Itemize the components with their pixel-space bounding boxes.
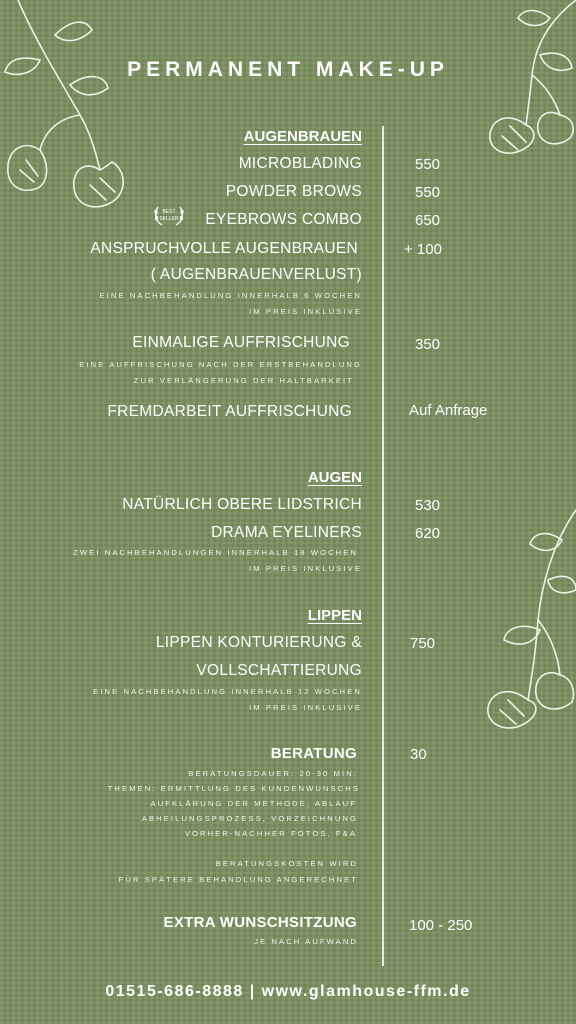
best-seller-laurel-badge-icon [152,203,186,227]
section-heading-augen: AUGEN [307,469,362,486]
item-vollschattierung: VOLLSCHATTIERUNG [196,662,362,679]
note-lippen-1: EINE NACHBEHANDLUNG INNERHALB 12 WOCHEN [93,687,362,696]
vertical-divider [382,126,384,966]
note-anspruch-1: EINE NACHBEHANDLUNG INNERHALB 6 WOCHEN [99,291,362,300]
section-heading-lippen: LIPPEN [307,607,362,624]
note-beratung-3: ABHEILUNGSPROZESS, VORZEICHNUNG [141,814,358,823]
note-auffrischung-1: EINE AUFFRISCHUNG NACH DER ERSTBEHANDLUNG [79,360,362,369]
price-powder-brows: 550 [415,184,441,201]
note-beratung-5: BERATUNGSKOSTEN WIRD [215,859,358,868]
price-lippen-konturierung: 750 [410,635,436,652]
item-powder-brows: POWDER BROWS [225,183,362,200]
note-beratung-1: THEMEN: ERMITTLUNG DES KUNDENWUNSCHS [107,784,360,793]
item-lidstrich: NATÜRLICH OBERE LIDSTRICH [122,496,362,513]
note-beratung-0: BERATUNGSDAUER: 20-30 MIN. [188,769,358,778]
item-microblading: MICROBLADING [238,155,362,172]
contact-footer[interactable]: 01515-686-8888 | www.glamhouse-ffm.de [105,983,471,1000]
section-heading-extra: EXTRA WUNSCHSITZUNG [163,914,357,931]
price-extra: 100 - 250 [409,917,473,934]
item-einmalige-auffrischung: EINMALIGE AUFFRISCHUNG [132,334,350,351]
price-eyebrows-combo: 650 [415,212,441,229]
item-lippen-konturierung: LIPPEN KONTURIERUNG & [155,634,362,651]
note-lippen-2: IM PREIS INKLUSIVE [249,703,362,712]
section-heading-beratung: BERATUNG [270,745,357,762]
note-beratung-2: AUFKLÄRUNG DER METHODE, ABLAUF [150,799,357,808]
item-drama-eyeliners: DRAMA EYELINERS [211,524,362,541]
price-lidstrich: 530 [415,497,441,514]
item-eyebrows-combo: EYEBROWS COMBO [205,211,362,228]
note-anspruch-2: IM PREIS INKLUSIVE [249,307,362,316]
badge-text-top: BEST [162,209,176,215]
botanical-flower-icon [450,510,576,740]
note-beratung-6: FÜR SPÄTERE BEHANDLUNG ANGERECHNET [118,875,358,884]
note-extra: JE NACH AUFWAND [254,937,358,946]
item-augenbrauenverlust: ( AUGENBRAUENVERLUST) [150,266,362,283]
price-drama-eyeliners: 620 [415,525,441,542]
note-beratung-4: VORHER-NACHHER FOTOS, F&A [184,829,357,838]
price-fremdarbeit: Auf Anfrage [409,402,488,419]
badge-text-bottom: SELLER [159,216,179,222]
price-microblading: 550 [415,156,441,173]
botanical-flower-icon [0,0,150,220]
section-heading-augenbrauen: AUGENBRAUEN [243,128,362,145]
note-auffrischung-2: ZUR VERLÄNGERUNG DER HALTBARKEIT [133,376,354,385]
note-drama-1: ZWEI NACHBEHANDLUNGEN INNERHALB 18 WOCHEN [73,548,358,557]
price-anspruchvolle-augenbrauen: + 100 [404,241,442,258]
item-anspruchvolle-augenbrauen: ANSPRUCHVOLLE AUGENBRAUEN [90,240,358,257]
price-einmalige-auffrischung: 350 [415,336,441,353]
item-fremdarbeit: FREMDARBEIT AUFFRISCHUNG [107,403,352,420]
note-drama-2: IM PREIS INKLUSIVE [249,564,362,573]
page-title: PERMANENT MAKE-UP [127,58,449,81]
price-beratung: 30 [410,746,427,763]
